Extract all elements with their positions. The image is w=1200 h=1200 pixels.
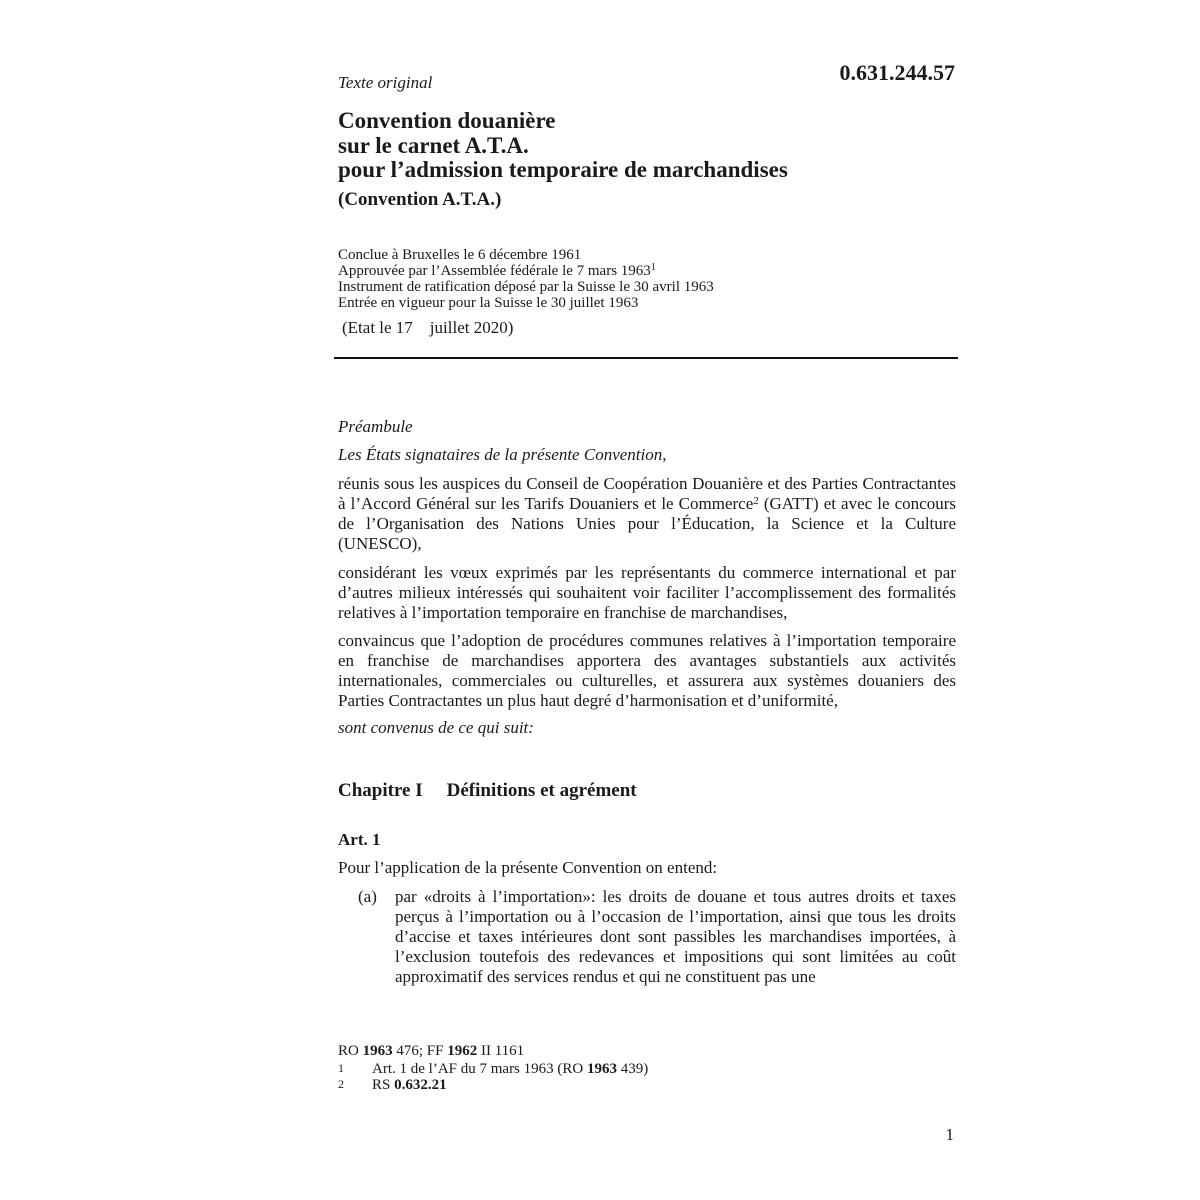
title-line: sur le carnet A.T.A. (338, 132, 529, 158)
footnote-item (338, 1077, 938, 1093)
source-year: 1962 (447, 1043, 478, 1059)
article-intro: Pour l’application de la présente Convention on entend: (338, 858, 718, 877)
list-item-text: par «droits à l’importation»: les droits de douane et tous autres droits et taxes perçus à l’importation ou à l’occasion de l’importation, ainsi que tous les droits d’accise et taxes intérieures dont sont passibles les marchandises importées, à l’exclusion toutefois des redevances et impositions qui sont limitées au coût approximatif des services rendus et qui ne constituent pas une (395, 887, 956, 986)
footnote-number: 1 (338, 1061, 344, 1075)
article-heading: Art. 1 (338, 830, 381, 849)
concluded-line: Conclue à Bruxelles le 6 décembre 1961 (338, 247, 582, 263)
header-divider (334, 357, 958, 359)
preamble-paragraph (338, 474, 956, 554)
document-title (338, 109, 958, 183)
footnote-text-part: Art. 1 de l’AF du 7 mars 1963 (RO (372, 1061, 587, 1077)
approved-text: Approuvée par l’Assemblée fédérale le 7 mars 1963 (338, 263, 651, 279)
document-subtitle: (Convention A.T.A.) (338, 189, 502, 210)
title-line: pour l’admission temporaire de marchandises (338, 157, 788, 182)
title-line: Convention douanière (338, 108, 556, 133)
paragraph-text: réunis sous les auspices du Conseil de Coopération Douanière et des Parties Contractantes à l’Accord Général sur les Tarifs Douaniers et le Commerce (338, 474, 956, 513)
approved-line (338, 263, 958, 279)
preamble-paragraph: convaincus que l’adoption de procédures communes relatives à l’importation temporaire en franchise de marchandises apportera des avantages substantiels aux activités internationales, commerciales ou culturelles, et assurera aux systèmes douaniers des Parties Contractantes un plus haut degré d’harmonisation et d’uniformité, (338, 631, 956, 710)
publication-source (338, 1043, 938, 1059)
in-force-line: Entrée en vigueur pour la Suisse le 30 juillet 1963 (338, 295, 639, 311)
footnote-reference[interactable]: 0.632.21 (394, 1077, 447, 1093)
footnote-year: 1963 (586, 1061, 617, 1077)
footnote-text (372, 1061, 648, 1077)
preamble-paragraph: considérant les vœux exprimés par les représentants du commerce international et par d’autres milieux intéressés qui souhaitent voir faciliter l’accomplissement des formalités relatives à l’importation temporaire en franchise de marchandises, (338, 563, 956, 622)
footnotes (338, 1043, 938, 1093)
ratification-line: Instrument de ratification déposé par la Suisse le 30 avril 1963 (338, 279, 714, 295)
footnote-number: 2 (338, 1077, 344, 1091)
enactment-metadata (338, 247, 958, 311)
paragraph-text: (GATT) et avec le concours de l’Organisation des Nations Unies pour l’Éducation, la Science et la Culture (UNESCO), (338, 494, 956, 553)
document-number: 0.631.244.57 (839, 60, 955, 85)
original-text-label: Texte original (338, 73, 433, 92)
chapter-number: Chapitre I (338, 780, 423, 801)
chapter-title: Définitions et agrément (446, 780, 637, 801)
footnote-text (372, 1077, 447, 1093)
source-text: RO (338, 1043, 363, 1059)
preamble-conclusion: sont convenus de ce qui suit: (338, 718, 534, 737)
preamble-states: Les États signataires de la présente Convention, (338, 445, 667, 464)
footnote-ref[interactable]: 2 (753, 495, 759, 507)
footnote-text-part: RS (372, 1077, 395, 1093)
chapter-heading (338, 780, 637, 802)
source-year: 1963 (362, 1043, 393, 1059)
page-number: 1 (945, 1125, 954, 1144)
list-item-label: (a) (358, 887, 377, 906)
footnote-text-part: 439) (616, 1061, 649, 1077)
source-text: II 1161 (477, 1043, 525, 1059)
footnote-ref[interactable]: 1 (650, 262, 656, 273)
footnote-item (338, 1061, 938, 1077)
preamble-heading: Préambule (338, 417, 413, 436)
source-text: 476; FF (392, 1043, 448, 1059)
status-date: (Etat le 17 juillet 2020) (342, 318, 514, 337)
